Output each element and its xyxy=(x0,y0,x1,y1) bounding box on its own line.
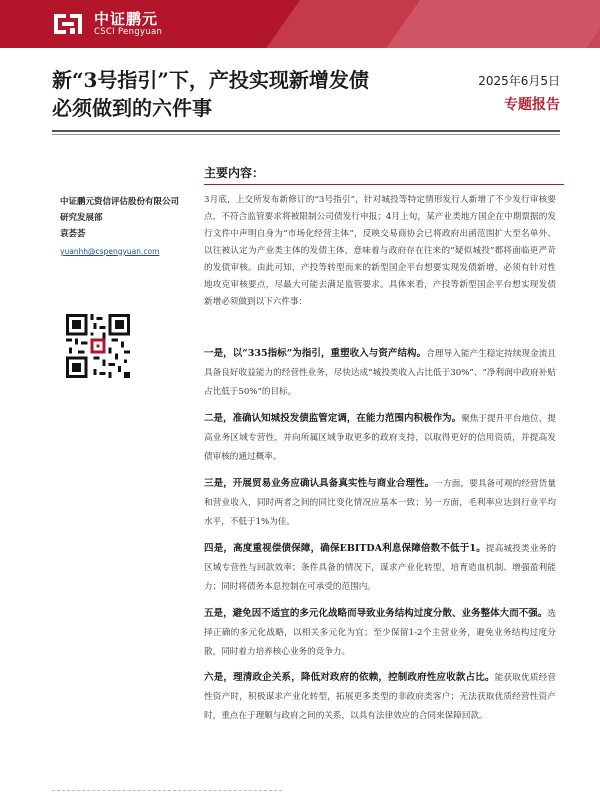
key-point-3 xyxy=(204,474,556,532)
key-point-body: 提高城投类业务的区域专营性与回款效率；条件具备的情况下，谋求产业化转型，培育造血机制、增强盈利能力；同时将债务本息控制在可承受的范围内。 xyxy=(204,544,556,592)
key-point-1 xyxy=(204,344,556,402)
header-banner xyxy=(0,0,600,48)
key-point-2 xyxy=(204,409,556,467)
logo-text-en: CSCI Pengyuan xyxy=(94,27,163,37)
intro-paragraph: 3月底，上交所发布新修订的“3号指引”，针对城投等特定情形发行人新增了不少发行审核要点，不符合监管要求将被限制公司债发行申报；4月上旬，某产业类地方国企在中期票据的发行文件中声明自身为“市场化经营主体”，反映交易商协会已将政府出函范围扩大至名单外、以往被认定为产业类主体的发债主体，意味着与政府存在往来的“疑似城投”都将面临更严苛的发债审核。由此可知，产投等转型而来的新型国企平台想要实现发债新增，必须有针对性地攻克审核要点，尽最大可能去满足监管要求。具体来看，产投等新型国企平台想实现发债新增必须做到以下六件事： xyxy=(204,195,556,307)
title-line-1: 新“3号指引”下，产投实现新增发债 xyxy=(52,68,369,92)
key-point-lead: 六是，理清政企关系，降低对政府的依赖，控制政府性应收款占比。 xyxy=(204,672,495,683)
author-email-link[interactable]: yuanhh@cspengyuan.com xyxy=(60,247,160,256)
footer-divider xyxy=(52,790,282,792)
key-point-body: 一方面，要具备可观的经营货量和营业收入，同时两者之间的同比变化情况应基本一致；另一方面，毛利率应达到行业平均水平，不低于1%为佳。 xyxy=(204,479,556,527)
key-point-body: 能获取优质经营性资产时，积极谋求产业化转型，拓展更多类型的非政府类客户；无法获取优质经营性资产时，重点在于理顺与政府之间的关系，以具有法律效应的合同来保障回款。 xyxy=(204,673,556,721)
key-point-lead: 四是，高度重视偿债保障，确保EBITDA利息保障倍数不低于1。 xyxy=(204,543,486,554)
key-point-lead: 一是，以“335指标”为指引，重塑收入与资产结构。 xyxy=(204,348,427,359)
author-name: 袁荟荟 xyxy=(60,229,86,239)
key-point-body: 选择正确的多元化战略，以相关多元化为宜；至少保留1-2个主营业务，避免业务结构过度分散，同时着力培养核心业务的竞争力。 xyxy=(204,609,556,657)
title-line-2: 必须做到的六件事 xyxy=(52,96,212,120)
company-logo-icon xyxy=(52,8,84,40)
title-divider-thin xyxy=(52,134,560,135)
qr-code-icon xyxy=(66,314,130,378)
document-title xyxy=(52,66,432,122)
section-divider xyxy=(204,184,564,185)
key-point-lead: 五是，避免因不适宜的多元化战略而导致业务结构过度分散、业务整体大而不强。 xyxy=(204,608,548,619)
key-point-4 xyxy=(204,539,556,597)
logo-text-cn: 中证鹏元 xyxy=(94,10,159,28)
key-point-lead: 三是，开展贸易业务应确认具备真实性与商业合理性。 xyxy=(204,478,435,489)
author-department: 研究发展部 xyxy=(60,213,103,223)
banner-decoration xyxy=(386,0,600,48)
author-company: 中证鹏元资信评估股份有限公司 xyxy=(60,197,180,207)
author-block xyxy=(60,194,179,242)
section-title: 主要内容： xyxy=(204,166,265,180)
report-date: 2025年6月5日 xyxy=(478,74,560,88)
key-point-5 xyxy=(204,604,556,662)
report-type: 专题报告 xyxy=(504,97,560,113)
key-point-6 xyxy=(204,668,556,726)
key-point-body: 合理导入能产生稳定持续现金流且具备良好收益能力的经营性业务，尽快达成“城投类收入占比低于30%”、“净利润中政府补贴占比低于50%”的目标。 xyxy=(204,349,556,397)
key-point-body: 聚焦于提升平台地位，提高业务区域专营性，并向所属区域争取更多的政府支持，以取得更好的信用资质，并提高发债审核的通过概率。 xyxy=(204,414,556,462)
title-divider xyxy=(52,130,560,132)
key-point-lead: 二是，准确认知城投发债监管定调，在能力范围内积极作为。 xyxy=(204,413,462,424)
